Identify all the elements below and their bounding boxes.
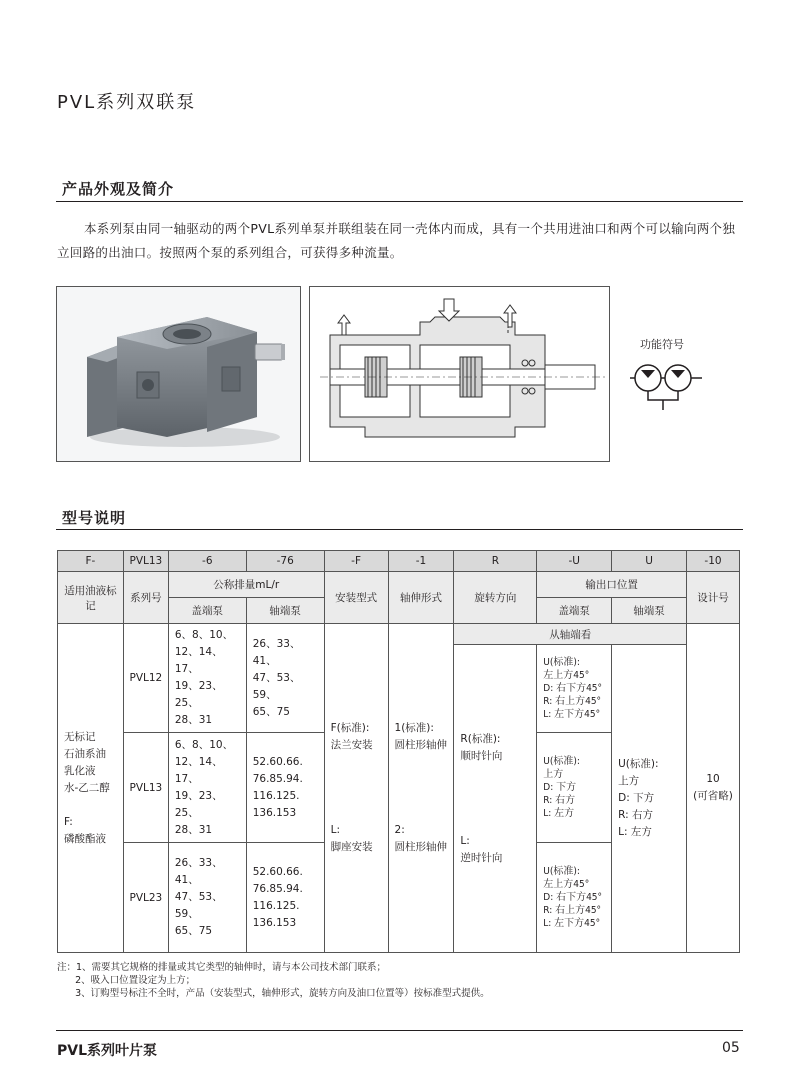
displacement-header: 公称排量mL/r [168, 572, 324, 598]
code-cell: -6 [168, 551, 246, 572]
design-options: 10 (可省略) [687, 624, 740, 953]
code-row [58, 551, 740, 572]
note-line: 注：1、需要其它规格的排量或其它类型的轴伸时，请与本公司技术部门联系； [57, 962, 387, 973]
series-header: 系列号 [123, 572, 168, 624]
code-cell: R [454, 551, 537, 572]
header-row [58, 572, 740, 598]
view-row [58, 624, 740, 645]
footer-rule [56, 1030, 743, 1031]
intro-text: 本系列泵由同一轴驱动的两个PVL系列单泵并联组装在同一壳体内而成，具有一个共用进油口和两个可以输向两个独立回路的出油口。按照两个泵的系列组合，可获得多种流量。 [57, 221, 736, 260]
shaft-pump-header: 轴端泵 [246, 598, 324, 624]
cover-displacement-cell: 6、8、10、 12、14、17、 19、23、25、 28、31 [168, 733, 246, 843]
outlet-cover-cell: U(标准): 左上方45° D: 右下方45° R: 右上方45° L: 左下方45° [537, 843, 612, 953]
sectional-drawing [309, 286, 610, 462]
code-cell: -U [537, 551, 612, 572]
code-cell: -F [324, 551, 388, 572]
footer-title: PVL系列叶片泵 [57, 1043, 158, 1059]
outlet-cover-cell: U(标准): 左上方45° D: 右下方45° R: 右上方45° L: 左下方45° [537, 645, 612, 733]
code-cell: -76 [246, 551, 324, 572]
series-cell: PVL12 [123, 624, 168, 733]
design-header: 设计号 [687, 572, 740, 624]
outlet-cover-header: 盖端泵 [537, 598, 612, 624]
code-cell: F- [58, 551, 124, 572]
pump-function-symbol-icon [630, 358, 710, 418]
shaft-displacement-cell: 52.60.66. 76.85.94. 116.125. 136.153 [246, 843, 324, 953]
shaft-displacement-cell: 52.60.66. 76.85.94. 116.125. 136.153 [246, 733, 324, 843]
product-photo [56, 286, 301, 462]
fluid-options: 无标记 石油系油 乳化液 水-乙二醇 F: 磷酸酯液 [58, 624, 124, 953]
code-cell: -10 [687, 551, 740, 572]
view-from-shaft-label: 从轴端看 [454, 624, 687, 645]
shaft-displacement-cell: 26、33、41、 47、53、59、 65、75 [246, 624, 324, 733]
fluid-header: 适用油液标记 [58, 572, 124, 624]
model-code-table [57, 550, 740, 953]
mounting-options: F(标准): 法兰安装 L: 脚座安装 [324, 624, 388, 953]
notes [57, 961, 490, 1000]
series-cell: PVL23 [123, 843, 168, 953]
intro-heading-rule [56, 201, 743, 202]
model-heading: 型号说明 [62, 509, 127, 527]
cover-displacement-cell: 26、33、41、 47、53、59、 65、75 [168, 843, 246, 953]
mounting-header: 安装型式 [324, 572, 388, 624]
note-line: 2、吸入口位置设定为上方； [57, 975, 196, 986]
outlet-cover-cell: U(标准): 上方 D: 下方 R: 右方 L: 左方 [537, 733, 612, 843]
code-cell: -1 [388, 551, 454, 572]
cross-section-diagram [310, 287, 609, 461]
intro-heading: 产品外观及简介 [62, 180, 175, 198]
model-heading-rule [56, 529, 743, 530]
function-symbol-label: 功能符号 [640, 338, 684, 351]
outlet-shaft-options: U(标准): 上方 D: 下方 R: 右方 L: 左方 [612, 645, 687, 953]
cover-pump-header: 盖端泵 [168, 598, 246, 624]
rotation-options: R(标准): 顺时针向 L: 逆时针向 [454, 645, 537, 953]
code-cell: U [612, 551, 687, 572]
outlet-header: 输出口位置 [537, 572, 687, 598]
page-number: 05 [722, 1040, 740, 1056]
page-title: PVL系列双联泵 [57, 92, 197, 113]
series-cell: PVL13 [123, 733, 168, 843]
cover-displacement-cell: 6、8、10、 12、14、17、 19、23、25、 28、31 [168, 624, 246, 733]
shaft-header: 轴伸形式 [388, 572, 454, 624]
outlet-shaft-header: 轴端泵 [612, 598, 687, 624]
note-line: 3、订购型号标注不全时，产品（安装型式，轴伸形式，旋转方向及油口位置等）按标准型式提供。 [57, 988, 490, 999]
pump-image [57, 287, 300, 461]
code-cell: PVL13 [123, 551, 168, 572]
rotation-header: 旋转方向 [454, 572, 537, 624]
shaft-options: 1(标准): 圆柱形轴伸 2: 圆柱形轴伸 [388, 624, 454, 953]
